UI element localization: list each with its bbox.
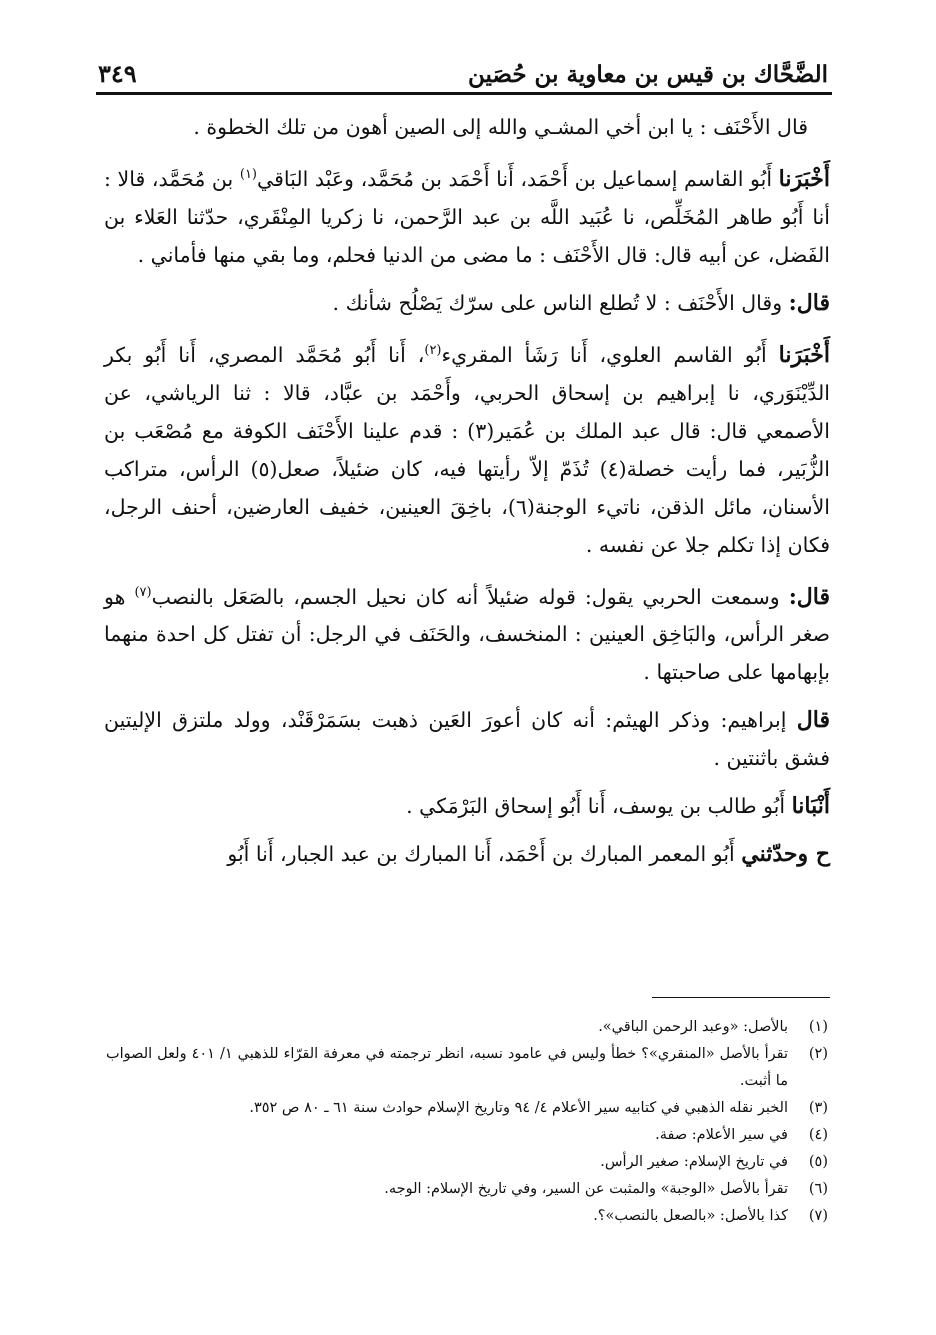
footnote xyxy=(106,1203,828,1230)
footnote-text: في سير الأعلام: صفة. xyxy=(655,1127,788,1143)
paragraph: قال: وقال الأَحْنَف : لا تُطلع الناس على سرّك يَصْلُح شأنك . xyxy=(332,289,830,316)
footnote-number: (٥) xyxy=(808,1154,828,1170)
footnote-text: بالأصل: «وعبد الرحمن الباقي». xyxy=(598,1019,788,1035)
page-number: ٣٤٩ xyxy=(98,59,137,88)
footnote-text: تقرأ بالأصل «المنقري»؟ خطأ وليس في عامود نسبه، انظر ترجمته في معرفة القرّاء للذهبي ١/ ٤٠١ ولعل الصواب ما أثبت. xyxy=(106,1046,788,1089)
footnote xyxy=(106,1095,828,1122)
footnote xyxy=(106,1149,828,1176)
isnad-lead: قال: xyxy=(788,289,830,316)
footnote xyxy=(106,1014,828,1041)
paragraph: قال: وسمعت الحربي يقول: قوله ضئيلاً أنه كان نحيل الجسم، بالصَعَل بالنصب$^{(٧)}$ هو صغر الرأس، والبَاخِق العينين : المنخسف، والحَنَف في الرجل: أن تفتل كل احدة منهما بإبهامها على صاحبتها . xyxy=(104,583,831,685)
footnote-number: (٤) xyxy=(808,1127,828,1143)
running-head xyxy=(98,48,828,88)
footnote xyxy=(106,1041,828,1095)
paragraph: أَخْبَرَنا أَبُو القاسم العلوي، أَنا رَشَأ المقريء$^{(٢)}$، أَنا أَبُو مُحَمَّد المصري، أَنا أَبُو بكر الدِّيْنَوَري، نا إبراهيم بن إسحاق الحربي، وأَحْمَد بن عبَّاد، قالا : ثنا الرياشي، عن الأصمعي قال: قال عبد الملك بن عُمَير(٣) : قدم علينا الأَحْنَف الكوفة مع مُصْعَب بن الزُّبَير، فما رأيت خصلة(٤) تُذَمّ إلاّ رأيتها فيه، كان ضئيلاً، صعل(٥) الرأس، متراكب الأسنان، مائل الذقن، ناتيء الوجنة(٦)، باخِقَ العينين، خفيف العارضين، أحنف الرجل، فكان إذا تكلم جلا عن نفسه . xyxy=(104,341,831,557)
isnad-lead: أَخْبَرَنا xyxy=(778,341,830,368)
footnote-number: (٧) xyxy=(808,1208,828,1224)
footnote-text: تقرأ بالأصل «الوجبة» والمثبت عن السير، وفي تاريخ الإسلام: الوجه. xyxy=(384,1181,788,1197)
footnote-ref: (١) xyxy=(239,167,257,182)
isnad-lead: قال: xyxy=(788,583,831,610)
paragraph: أَنْبَانا أَبُو طالب بن يوسف، أَنا أَبُو إسحاق البَرْمَكي . xyxy=(406,793,830,820)
footnote-text: في تاريخ الإسلام: صغير الرأس. xyxy=(600,1154,788,1170)
footnote-ref: (٧) xyxy=(134,584,152,600)
paragraph: أَخْبَرَنا أَبُو القاسم إسماعيل بن أَحْمَد، أَنا أَحْمَد بن مُحَمَّد، وعَبْد البَاقي$^{(١)}$ بن مُحَمَّد، قالا : أنا أَبُو طاهر المُخَلِّص، نا عُبَيد اللَّه بن عبد الرَّحمن، نا زكريا المِنْقَري، حدّثنا العَلاء بن الفَضل، عن أبيه قال: قال الأَحْنَف : ما مضى من الدنيا فحلم، وما بقي منها فأماني . xyxy=(104,165,830,267)
footnotes xyxy=(106,1014,828,1230)
isnad-lead: أَنْبَانا xyxy=(791,793,830,820)
footnote xyxy=(106,1122,828,1149)
paragraph: ح وحدّثني أَبُو المعمر المبارك بن أَحْمَد، أَنا المبارك بن عبد الجبار، أَنا أَبُو xyxy=(227,841,830,868)
footnote-ref: (٢) xyxy=(424,342,442,358)
isnad-lead: قال xyxy=(796,707,830,734)
footnote-text: الخبر نقله الذهبي في كتابيه سير الأعلام ٤/ ٩٤ وتاريخ الإسلام حوادث سنة ٦١ ـ ٨٠ ص ٣٥٢. xyxy=(249,1100,788,1116)
running-title: الضَّحَّاك بن قيس بن معاوية بن حُصَين xyxy=(467,61,828,88)
isnad-lead: أَخْبَرَنا xyxy=(778,165,830,192)
footnote-number: (٦) xyxy=(808,1181,828,1197)
footnote-number: (٣) xyxy=(808,1100,828,1116)
header-rule xyxy=(96,92,832,95)
paragraph: قال الأَحْنَف : يا ابن أخي المشـي والله إلى الصين أهون من تلك الخطوة . xyxy=(193,115,808,139)
main-text xyxy=(104,108,830,883)
footnote-separator xyxy=(652,997,830,998)
footnote-number: (٢) xyxy=(808,1046,828,1062)
footnote-number: (١) xyxy=(808,1019,828,1035)
footnote xyxy=(106,1176,828,1203)
paragraph: قال إبراهيم: وذكر الهيثم: أنه كان أعورَ العَين ذهبت بسَمَرْقَنْد، وولد ملتزق الإليتين فشق باثنتين . xyxy=(104,707,830,771)
footnote-text: كذا بالأصل: «بالصعل بالنصب»؟. xyxy=(593,1208,788,1224)
isnad-lead: ح وحدّثني xyxy=(741,841,830,868)
